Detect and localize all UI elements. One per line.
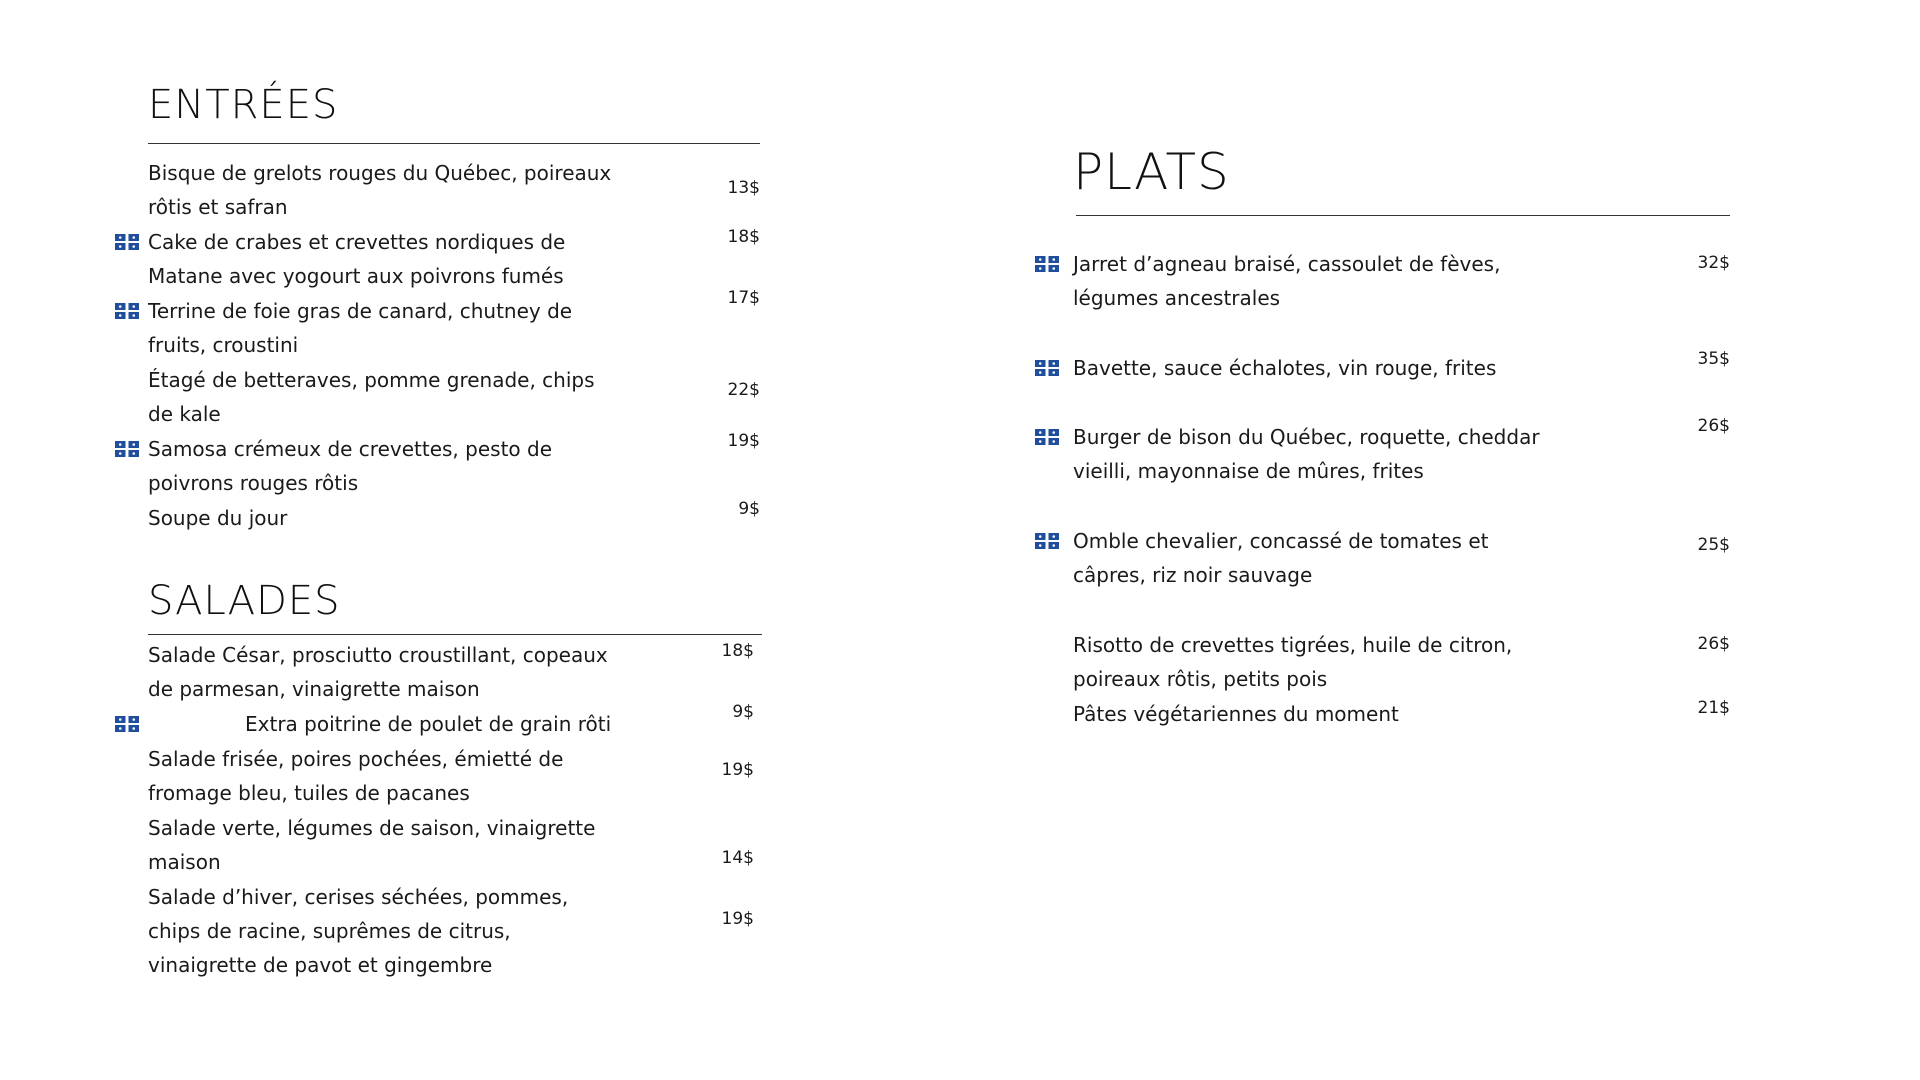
menu-item-name: Jarret d’agneau braisé, cassoulet de fèves, légumes ancestrales [1073,252,1501,310]
quebec-flag-icon [1035,360,1059,376]
menu-item-name: Risotto de crevettes tigrées, huile de citron, poireaux rôtis, petits pois [1073,633,1513,691]
menu-item-name: Extra poitrine de poulet de grain rôti [245,712,612,736]
menu-item-price: 9$ [738,499,760,519]
menu-item-price: 19$ [721,760,754,780]
menu-item-price: 19$ [727,431,760,451]
menu-item-price: 21$ [1697,698,1730,718]
menu-item-price: 26$ [1697,634,1730,654]
menu-item-name: Salade d’hiver, cerises séchées, pommes, chips de racine, suprêmes de citrus, vinaigrette de pavot et gingembre [148,885,569,977]
section-title-salades: SALADES [148,578,341,624]
quebec-flag-icon [1035,533,1059,549]
menu-item-name: Samosa crémeux de crevettes, pesto de poivrons rouges rôtis [148,437,553,495]
quebec-flag-icon [115,716,139,732]
menu-item-price: 35$ [1697,349,1730,369]
menu-item-name: Terrine de foie gras de canard, chutney de fruits, croustini [148,299,573,357]
quebec-flag-icon [115,441,139,457]
menu-item-name: Salade frisée, poires pochées, émietté de fromage bleu, tuiles de pacanes [148,747,564,805]
menu-item-name: Bisque de grelots rouges du Québec, poireaux rôtis et safran [148,161,612,219]
quebec-flag-icon [1035,429,1059,445]
menu-item-name: Cake de crabes et crevettes nordiques de Matane avec yogourt aux poivrons fumés [148,230,566,288]
menu-item-price: 26$ [1697,416,1730,436]
menu-item-price: 18$ [721,641,754,661]
quebec-flag-icon [115,234,139,250]
section-entrees [148,80,760,540]
section-salades [148,576,762,986]
menu-item-name: Salade César, prosciutto croustillant, copeaux de parmesan, vinaigrette maison [148,643,608,701]
menu-item-price: 14$ [721,848,754,868]
quebec-flag-icon [1035,256,1059,272]
section-title-entrees: ENTRÉES [148,82,339,128]
menu-item-price: 9$ [732,702,754,722]
menu-item-name: Salade verte, légumes de saison, vinaigrette maison [148,816,596,874]
section-divider [1076,215,1730,216]
menu-item-name: Omble chevalier, concassé de tomates et câpres, riz noir sauvage [1073,529,1489,587]
menu-item-name: Bavette, sauce échalotes, vin rouge, frites [1073,356,1497,380]
section-title-plats: PLATS [1073,143,1230,201]
menu-item-name: Pâtes végétariennes du moment [1073,702,1399,726]
menu-item-price: 25$ [1697,535,1730,555]
section-plats [1073,142,1730,742]
menu-item-price: 18$ [727,227,760,247]
menu-item-price: 32$ [1697,253,1730,273]
section-divider [148,143,760,144]
menu-item-price: 19$ [721,909,754,929]
menu-item-price: 13$ [727,178,760,198]
section-divider [148,634,762,635]
menu-item-price: 17$ [727,288,760,308]
menu-item-name: Soupe du jour [148,506,288,530]
menu-item-name: Burger de bison du Québec, roquette, cheddar vieilli, mayonnaise de mûres, frites [1073,425,1540,483]
menu-item-name: Étagé de betteraves, pomme grenade, chips de kale [148,368,595,426]
menu-item-price: 22$ [727,380,760,400]
quebec-flag-icon [115,303,139,319]
